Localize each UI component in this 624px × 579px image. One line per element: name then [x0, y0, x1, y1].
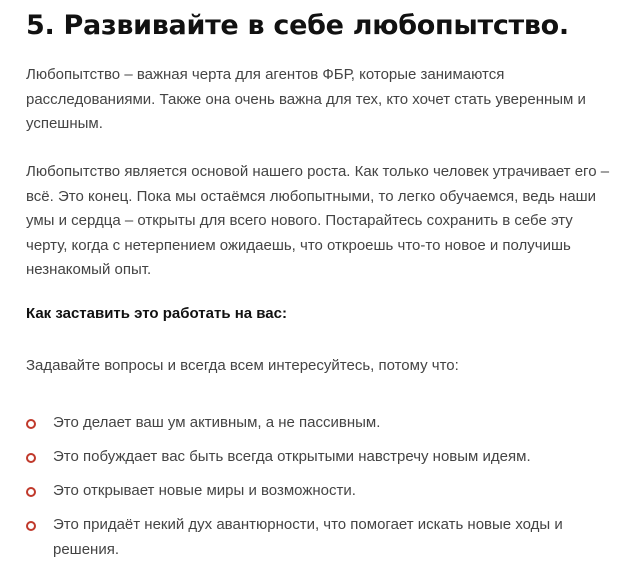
circle-bullet-icon — [26, 453, 36, 463]
circle-bullet-icon — [26, 419, 36, 429]
list-item-text: Это придаёт некий дух авантюрности, что помогает искать новые ходы и решения. — [53, 516, 563, 558]
paragraph-growth: Любопытство является основой нашего роста. Как только человек утрачивает его – всё. Это конец. Пока мы остаёмся любопытными, то легко обучаемся, ведь наши умы и сердца – открыты для всего нового. Постарайтесь сохранить в себе эту черту, когда с нетерпением ожидаешь, что откроешь что-то новое и получишь незнакомый опыт. — [26, 163, 610, 278]
paragraph-intro: Любопытство – важная черта для агентов ФБР, которые занимаются расследованиями. Также она очень важна для тех, кто хочет стать уверенным и успешным. — [26, 66, 586, 132]
list-item — [26, 479, 618, 504]
list-item — [26, 445, 618, 470]
how-to-subheading: Как заставить это работать на вас: — [26, 305, 287, 322]
list-item-text: Это открывает новые миры и возможности. — [53, 482, 356, 499]
circle-bullet-icon — [26, 521, 36, 531]
list-item — [26, 411, 618, 436]
benefits-list — [26, 411, 618, 572]
list-item — [26, 513, 618, 562]
list-item-text: Это делает ваш ум активным, а не пассивным. — [53, 414, 381, 431]
questions-intro: Задавайте вопросы и всегда всем интересуйтесь, потому что: — [26, 357, 459, 374]
circle-bullet-icon — [26, 487, 36, 497]
list-item-text: Это побуждает вас быть всегда открытыми навстречу новым идеям. — [53, 448, 531, 465]
section-heading: 5. Развивайте в себе любопытство. — [26, 10, 569, 41]
